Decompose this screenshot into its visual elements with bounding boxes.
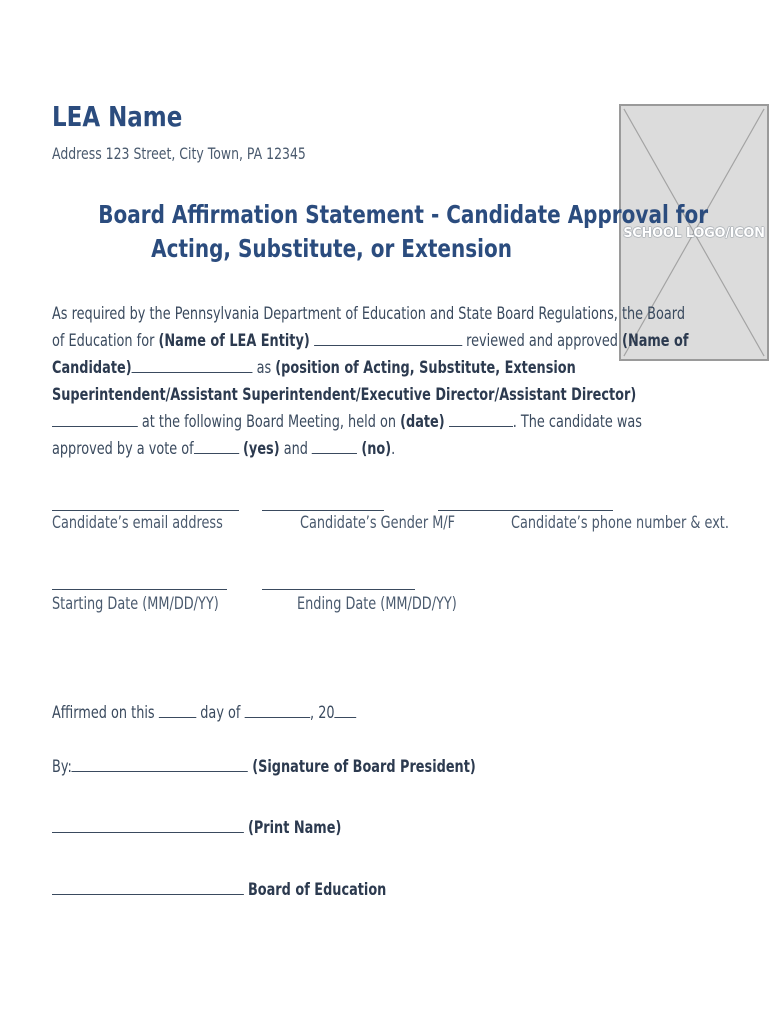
- para-text-7: .: [391, 439, 396, 458]
- affirmed-month-blank[interactable]: [245, 700, 311, 718]
- candidate-blank[interactable]: [132, 355, 253, 373]
- logo-label: SCHOOL LOGO/ICON: [623, 226, 765, 241]
- board-blank[interactable]: [52, 877, 244, 895]
- print-name-label: (Print Name): [247, 818, 342, 837]
- date-blank[interactable]: [449, 409, 513, 427]
- start-date-label: Starting Date (MM/DD/YY): [52, 594, 219, 613]
- yes-label: (yes): [243, 439, 280, 458]
- position-blank[interactable]: [52, 409, 138, 427]
- para-text-5: . The candidate was approved by a vote of: [52, 412, 643, 458]
- affirmed-prefix: Affirmed on this: [52, 703, 159, 722]
- phone-field-label: Candidate’s phone number & ext.: [511, 513, 729, 532]
- no-label: (no): [361, 439, 392, 458]
- start-date-line[interactable]: [52, 589, 227, 590]
- email-line[interactable]: [52, 510, 239, 511]
- lea-entity-blank[interactable]: [314, 328, 462, 346]
- no-votes-blank[interactable]: [312, 436, 357, 454]
- para-text-3: as: [252, 358, 276, 377]
- end-date-line[interactable]: [262, 589, 415, 590]
- position-label: (position of Acting, Substitute, Extension Superintendent/Assistant Superintendent/Executive Director/Assistant Director): [52, 358, 637, 404]
- affirmed-day-of: day of: [196, 703, 245, 722]
- title-line-2: Acting, Substitute, or Extension: [151, 234, 513, 263]
- yes-votes-blank[interactable]: [194, 436, 239, 454]
- para-text-6: and: [279, 439, 313, 458]
- affirmed-year-prefix: , 20: [310, 703, 335, 722]
- signature-label: (Signature of Board President): [252, 757, 476, 776]
- gender-field-label: Candidate’s Gender M/F: [300, 513, 456, 532]
- print-name-blank[interactable]: [52, 815, 244, 833]
- lea-entity-label: (Name of LEA Entity): [158, 331, 310, 350]
- end-date-label: Ending Date (MM/DD/YY): [297, 594, 457, 613]
- para-text-2: reviewed and approved: [462, 331, 623, 350]
- board-line: [52, 877, 386, 899]
- lea-name-heading: LEA Name: [52, 100, 183, 133]
- para-text-1: As required by the Pennsylvania Department of Education and State Board Regulations, the Board of Education for: [52, 304, 686, 350]
- print-name-line: [52, 815, 341, 837]
- gender-line[interactable]: [262, 510, 384, 511]
- by-label: By:: [52, 757, 72, 776]
- affirmation-paragraph: [52, 300, 692, 462]
- title-line-1: Board Affirmation Statement - Candidate Approval for: [98, 200, 709, 229]
- date-label: (date): [400, 412, 445, 431]
- affirmed-day-blank[interactable]: [159, 700, 196, 718]
- email-field-label: Candidate’s email address: [52, 513, 223, 532]
- affirmed-year-blank[interactable]: [335, 700, 357, 718]
- signature-blank[interactable]: [72, 754, 248, 772]
- lea-address: Address 123 Street, City Town, PA 12345: [52, 144, 306, 163]
- para-text-4: at the following Board Meeting, held on: [137, 412, 401, 431]
- candidate-label: (Name of Candidate): [52, 331, 689, 377]
- affirmed-on-line: [52, 700, 356, 722]
- board-label: Board of Education: [247, 880, 387, 899]
- phone-line[interactable]: [438, 510, 613, 511]
- signature-line: [52, 754, 476, 776]
